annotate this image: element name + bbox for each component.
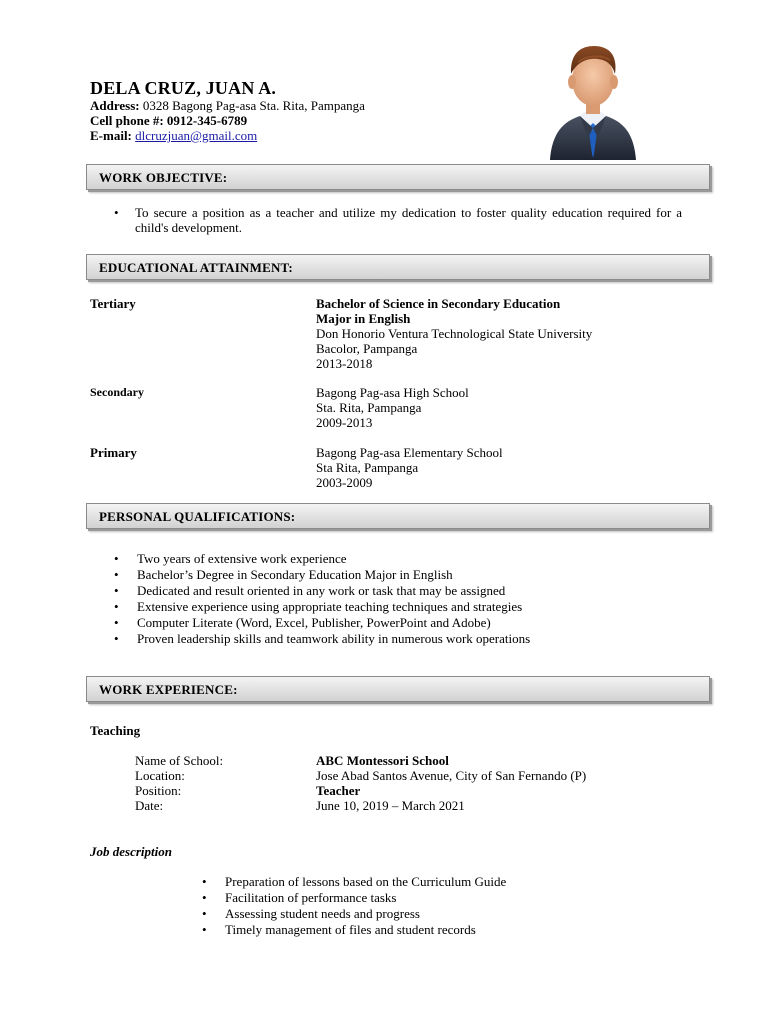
address-label: Address:: [90, 98, 140, 113]
edu-label-tertiary: Tertiary: [90, 296, 136, 311]
date-value: June 10, 2019 – March 2021: [316, 798, 465, 813]
edu-tertiary-details: [316, 296, 592, 371]
edu-label-primary: Primary: [90, 445, 137, 460]
phone-line: [90, 113, 247, 128]
qualification-item: • Extensive experience using appropriate teaching techniques and strategies: [92, 599, 530, 615]
edu-secondary-details: [316, 385, 469, 430]
position-value: Teacher: [316, 783, 361, 798]
edu-years: 2013-2018: [316, 356, 373, 371]
job-description-item: • Preparation of lessons based on the Curriculum Guide: [180, 874, 506, 890]
section-title: WORK OBJECTIVE:: [99, 170, 228, 185]
edu-years: 2003-2009: [316, 475, 373, 490]
edu-location: Sta. Rita, Pampanga: [316, 400, 422, 415]
section-title: EDUCATIONAL ATTAINMENT:: [99, 260, 293, 275]
email-link[interactable]: dlcruzjuan@gmail.com: [135, 128, 258, 143]
job-description-item: • Timely management of files and student records: [180, 922, 506, 938]
date-label: Date:: [135, 798, 164, 813]
experience-category: Teaching: [90, 723, 141, 738]
edu-primary-details: [316, 445, 503, 490]
edu-major: Major in English: [316, 311, 411, 326]
email-line: [90, 128, 257, 143]
location-label: Location:: [135, 768, 185, 783]
edu-degree: Bachelor of Science in Secondary Education: [316, 296, 561, 311]
section-header-work-objective: [86, 164, 710, 190]
address-value: 0328 Bagong Pag-asa Sta. Rita, Pampanga: [142, 98, 365, 113]
qualifications-list: [92, 551, 530, 647]
job-description-item: • Facilitation of performance tasks: [180, 890, 506, 906]
edu-label-secondary: Secondary: [90, 385, 144, 399]
edu-location: Bacolor, Pampanga: [316, 341, 418, 356]
qualification-item: • Bachelor’s Degree in Secondary Education Major in English: [92, 567, 530, 583]
job-description-item: • Assessing student needs and progress: [180, 906, 506, 922]
objective-list: [92, 205, 682, 235]
qualification-item: • Proven leadership skills and teamwork ability in numerous work operations: [92, 631, 530, 647]
email-label: E-mail:: [90, 128, 132, 143]
edu-school: Bagong Pag-asa Elementary School: [316, 445, 503, 460]
applicant-name: DELA CRUZ, JUAN A.: [90, 78, 277, 98]
section-header-work-experience: [86, 676, 710, 702]
section-header-educational-attainment: [86, 254, 710, 280]
edu-years: 2009-2013: [316, 415, 373, 430]
edu-school: Don Honorio Ventura Technological State University: [316, 326, 593, 341]
qualification-item: • Dedicated and result oriented in any work or task that may be assigned: [92, 583, 530, 599]
address-line: [90, 98, 365, 113]
businessman-avatar-icon: [548, 42, 638, 160]
section-header-personal-qualifications: [86, 503, 710, 529]
school-value: ABC Montessori School: [316, 753, 449, 768]
edu-school: Bagong Pag-asa High School: [316, 385, 469, 400]
school-label: Name of School:: [135, 753, 224, 768]
location-value: Jose Abad Santos Avenue, City of San Fernando (P): [316, 768, 587, 783]
job-description-title: Job description: [90, 844, 172, 859]
phone-label: Cell phone #:: [90, 113, 164, 128]
edu-location: Sta Rita, Pampanga: [316, 460, 419, 475]
objective-item: • To secure a position as a teacher and utilize my dedication to foster quality education required for a child's development.: [92, 205, 682, 235]
section-title: WORK EXPERIENCE:: [99, 682, 238, 697]
position-label: Position:: [135, 783, 182, 798]
job-description-list: [180, 874, 506, 938]
qualification-item: • Computer Literate (Word, Excel, Publisher, PowerPoint and Adobe): [92, 615, 530, 631]
phone-value: 0912-345-6789: [166, 113, 248, 128]
section-title: PERSONAL QUALIFICATIONS:: [99, 509, 296, 524]
qualification-item: • Two years of extensive work experience: [92, 551, 530, 567]
